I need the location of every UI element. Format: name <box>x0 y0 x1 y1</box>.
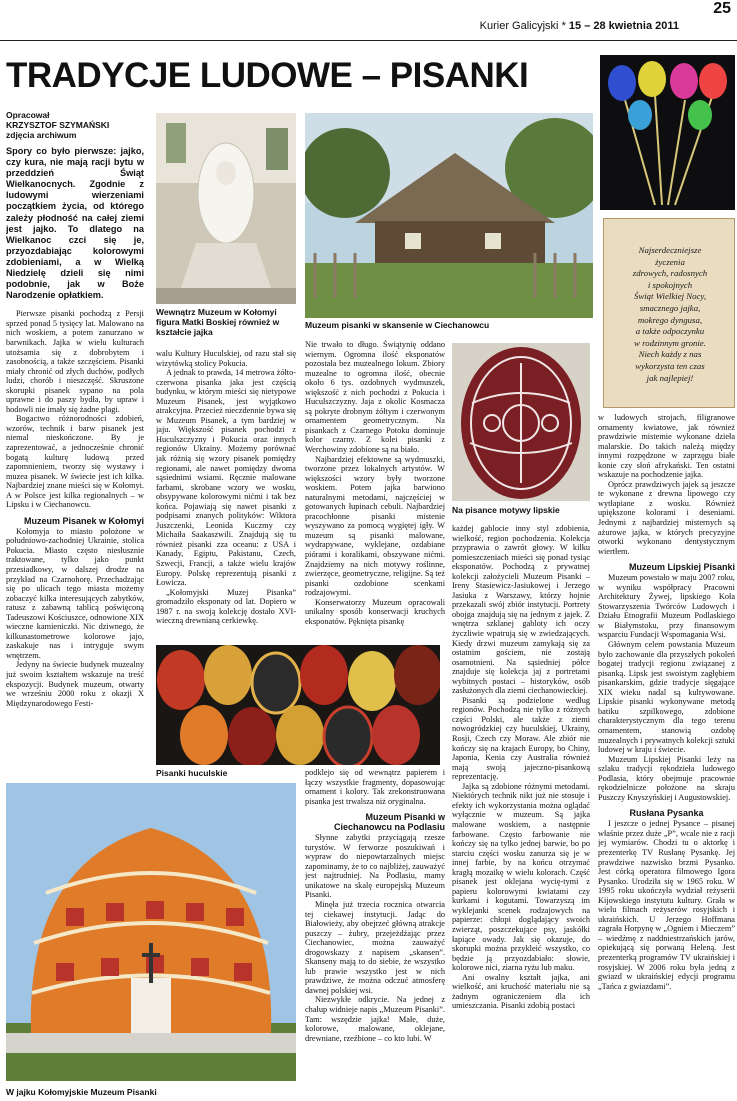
wish-line: Niech każdy z nas <box>638 349 702 360</box>
paragraph: Ani owalny kształt jajka, ani wielkość, ani kruchość materiału nie są żadnym ograniczeniem dla ich umieszczania. Pisanki zdobią postaci <box>452 972 590 1011</box>
paragraph: I jeszcze o jednej Pysance – pisanej właśnie przez duże „P”, wcale nie z racji jej wymiarów. Chodzi tu o aktorkę i prezenterkę TV Rusłanę Pysankę. Jej prawdziwe nazwisko brzmi Pysanko. Jest córką operatora filmowego Igora Pysanko. Urodziła się w 1965 roku. W 1995 roku ukończyła wydział reżyserii Kijowskiego instytutu kultury. Grała w wielu filmach reżyserów rosyjskich i ukraińskich. U Jerzego Hoffmana zagrała Horpynę w „Ogniem i Mieczem” – wiedźmę z naddniestrzańskich jarów, opiekującą się porwaną Heleną. Jest prezenterką programów TV ukraińskiej i rosyjskiej. W 2006 roku była jedną z gwiazd w ukraińskiej edycji programu „Tańca z gwiazdami”. <box>598 819 735 991</box>
paragraph: Muzeum powstało w maju 2007 roku, w wyniku współpracy Pracowni Architektury Żywej, lipskiego Koła Stowarzyszenia Twórców Ludowych i Działu Etnografii Muzeum Podlaskiego w Białymstoku, przy finansowym wsparciu Fundacji Wspomagania Wsi. <box>598 573 735 640</box>
skansen-photo <box>305 113 593 318</box>
byline-photos: zdjęcia archiwum <box>6 130 77 140</box>
paragraph: Kołomyja to miasto położone w południowo-zachodniej Ukrainie, stolica Pokucia. Miasto często niesłusznie traktowane, tylko jako punkt przesiadkowy, w dalszej drodze na przykład na Czarnohorę. Przechadzając się po ulicach tego miasta możemy zobaczyć kilka interesujących zabytków, ratusz z zabawną tablicą poświęconą Tadeuszowi Kościuszce, odnowione XIX wieczne kamieniczki. Nic dziwnego, że kilkunastometrowe kolorowe jajo, zaskakuje nas i intryguje swym wnętrzem. <box>6 526 144 660</box>
byline-label: Opracował <box>6 110 50 120</box>
paragraph: Bogactwo różnorodności zdobień, wzorów, technik i barw pisanek jest niemal nieskończone. By je zaprezentować, a jednocześnie chronić bogatą kulturę ludową przed zapomnieniem, tworzy się wystawy i muzea pisanek. W świecie jest ich kilka. Najbardziej znane mieści się w Kołomyi. A w Polsce jest kilka regionalnych – w Lipsku i w Ciechanowcu. <box>6 414 144 510</box>
paragraph: Oprócz prawdziwych jajek są jeszcze te wykonane z drewna lipowego czy wytłapiane z wosku. Również upiększone kolorami i deseniami. Jednymi z najbardziej misternych są ażurowe jajka, w których precyzyjne otworki wykonano dentystycznym wiertłem. <box>598 479 735 556</box>
paragraph: Słynne zabytki przyciągają rzesze turystów. W ferworze poszukiwań i wypraw do niepowtarzalnych miejsc zapominamy, że to co najbliżej, zauważyć jest najtrudniej. Na Podlasiu, mamy unikatowe na skalę europejską Muzeum Pisanki. <box>305 833 445 900</box>
easter-eggs-photo <box>600 55 735 210</box>
column-1 <box>6 110 144 780</box>
paragraph: Muzeum Lipskiej Pisanki leży na szlaku tradycji rękodzieła ludowego Podlasia, który obejmuje pracownie rękodzielnicze położone na skraju Puszczy Knyszyńskiej i Augustowskiej. <box>598 754 735 802</box>
section-heading: Muzeum Pisanek w Kołomyi <box>23 515 144 526</box>
publication-name: Kurier Galicyjski <box>479 20 559 32</box>
wish-line: w rodzinnym gronie. <box>634 337 706 348</box>
column-3-top <box>305 340 445 640</box>
hutsul-eggs-image <box>156 645 440 765</box>
wish-line: życzenia <box>655 256 685 267</box>
page-number: 25 <box>713 0 731 17</box>
skansen-image <box>305 113 593 318</box>
column-2 <box>156 349 296 640</box>
paragraph: Nie trwało to długo. Świątynię oddano wiernym. Ogromna ilość eksponatów pozostała bez muzealnego lokum. Zbiory muzealne to ogromna ilość, obecnie około 6 tys. ozdobnych wydmuszek, większość z nich pochodzi z Pokucia i Huculszczyzny. Jaja z okolic Kosmacza są pokryte drobnym żółtym i czerwonym ornamentem geometrycznym. Na pisankach z Czarnego Potoku dominuje kolor czarny. Z kolei pisanki z Werchowiny zdobione są na biało. <box>305 340 445 455</box>
paragraph: Jedyny na świecie budynek muzealny już swoim kształtem wskazuje na treść ekspozycji. Budynek muzeum, otwarty we wrześniu 2000 roku z okazji X Międzynarodowego Festi- <box>6 660 144 708</box>
paragraph: każdej gablocie inny styl zdobienia, wielkość, region pochodzenia. Kolekcja przyprawia o zawrót głowy. W kilku pomieszczeniach mieści się ponad tysiąc eksponatów. Pochodzą z prywatnej kolekcji założycieli Muzeum Pisanki – Ireny Stasiewicz-Jasiukowej i Jerzego Jasiuka z Warszawy, którzy hojnie przekazali swój zbiór instytucji. Portrety obojga znajdują się na jednym z jajek. Z wnętrza szklanej gabloty ich oczy życzliwie wpatrują się w zwiedzających. Kiedy drzwi muzeum zamykają się za ostatnim gościem, nie zostają osamotnieni. Na sąsiedniej półce znajduje się kolekcja jaj z portretami wybitnych postaci – historyków, osób zasłużonych dla ziemi ciechanowieckiej. <box>452 524 590 696</box>
paragraph: podklejo się od wewnątrz papierem i łączy wszystkie fragmenty, dopasowując ornament i kolory. Tak zrekonstruowana pisanka jest trwalsza niż oryginalna. <box>305 768 445 806</box>
section-heading: Rusłana Pysanka <box>629 808 704 819</box>
wishes-text <box>618 245 722 384</box>
paragraph: Pierwsze pisanki pochodzą z Persji sprzed ponad 5 tysięcy lat. Malowano na nich woskiem, a potem zanurzano w barwnikach. Jajka w wielu kulturach utożsamia się z dobrobytem i zasobnością, a także szczęściem. Pisanki miały chronić od złych duchów, podłych ludzi, chorób i nieszczęść. Skruszone skorupki pisanek sypano na pola uprawne i do paszy bydła, by upraw i hodowli nie imały się żadne plagi. <box>6 309 144 414</box>
paragraph: Minęła już trzecia rocznica otwarcia tej ciekawej instytucji. Jadąc do Białowieży, aby obejrzeć główną atrakcje puszczy – żubry, przejeżdżając przez Ciechanowiec, można zauważyć drogowskazy z napisem „skansen”. Skanseny mają to do siebie, że wszystko lub prawie wszystko jest w nich prawdziwe, że można odczuć atmosferę dawnej polskiej wsi. <box>305 900 445 995</box>
column-4 <box>452 524 590 1094</box>
madonna-photo <box>156 113 296 304</box>
column-3-bottom <box>305 768 445 1095</box>
wish-line: smacznego jajka, <box>639 302 701 313</box>
section-heading: Muzeum Lipskiej Pisanki <box>628 562 735 573</box>
easter-wishes-box <box>603 218 735 408</box>
kolomyja-museum-photo <box>6 783 296 1081</box>
header-publication <box>480 20 679 32</box>
paragraph: Jajka są zdobione różnymi metodami. Niektórych technik nikt już nie stosuje i efekty ich wykorzystania można oglądać wyłącznie w muzeum. Są jajka malowane woskiem, a następnie farbowane. Często farbowanie nie kończy się na tylko jednej barwie, bo po starciu części wosku zanurza się je w innej farbie, by na końcu otrzymać kragłą mozaikę w wielu kolorach. Część pisanek jest oklejana wycię-tymi z papieru kolorowymi kwiatami czy kurkami i kogutami. Towarzyszą im wyklejanki scenek rodzajowych na papierze: chłopi doglądający swoich zwierząt, poszczekujące psy, jaskółki łapiące owady. Jak się okazuje, do skorupki można przykleić wszystko, co będzie ją przyozdabiało: słowie, kolorowe nici, ziarna ryżu lub maku. <box>452 781 590 973</box>
hutsul-eggs-photo <box>156 645 440 765</box>
caption-skansen: Muzeum pisanki w skansenie w Ciechanowcu <box>305 320 490 330</box>
byline-author: KRZYSZTOF SZYMAŃSKI <box>6 120 110 130</box>
eggs-on-stems-image <box>600 55 735 210</box>
wish-line: a także odpoczynku <box>635 326 705 337</box>
paragraph: Pisanki są podzielone według regionów. Pochodzą nie tylko z różnych części Polski, ale także z ziemi nowogródzkiej czy huculskiej, Ukrainy, Rosji, Czech czy Moraw. Ale zbiór nie kończy się na krajach Europy, bo Chiny, Japonia, Kenia czy Australia również mają swoją jajeczno-pisankową reprezentację. <box>452 695 590 782</box>
paragraph: Niezwykłe odkrycie. Na jednej z chałup widnieje napis „Muzeum Pisanki”. Tam: wszędzie jajka! Małe, duże, kolorowe, malowane, oklejane, drewniane, rzeźbione – co kto lubi. W <box>305 995 445 1043</box>
article-lead: Spory co było pierwsze: jajko, czy kura, nie mają racji bytu w przeddzień Świąt Wielkanocnych. Zgodnie z ludowymi wierzeniami początkiem życia, od którego zależy płodność na całej ziemi jest jajko. To dlatego na Wielkanoc czci się je, przyozdabiając kolorowymi zdobieniami, a w Wielką Niedzielę dzieli się nimi podobnie, jak w Boże Narodzenie opłatkiem. <box>6 146 144 301</box>
madonna-statue-image <box>156 113 296 304</box>
wish-line: wykorzysta ten czas <box>635 360 705 371</box>
wish-line: i spokojnych <box>647 279 693 290</box>
paragraph: walu Kultury Huculskiej, od razu stał się wizytówką stolicy Pokucia. <box>156 349 296 368</box>
paragraph: Konserwatorzy Muzeum opracowali unikalny sposób konserwacji kruchych eksponatów. Pęknięta pisankę <box>305 597 445 626</box>
lipsk-egg-image <box>452 343 590 501</box>
caption-lipsk: Na pisance motywy lipskie <box>452 505 560 515</box>
caption-hutsul: Pisanki huculskie <box>156 768 228 778</box>
section-heading: Muzeum Pisanki w Ciechanowcu na Podlasiu <box>333 812 445 833</box>
giant-egg-building-image <box>6 783 296 1081</box>
wish-line: mokrego dyngusa, <box>637 314 703 325</box>
header-separator: * <box>561 20 566 32</box>
wish-line: jak najlepiej! <box>646 372 694 383</box>
paragraph: A jednak to prawda, 14 metrowa żółto-czerwona pisanka jaka jest częścią budynku, w którym mieści się nietypowe Muzeum Pisanek, jest wyjątkowo atrakcyjna. Przecież nieczdennie bywa się w Muzeum Pisanek, a tym bardziej w jaju. Większość pisanek pochodzi z Huculszczyzny i Pokucia oraz innych regionów Ukrainy. Możemy porównać jak różnią się wzory pisanek pomiędzy regionami, ale nawet pomiędzy dwoma sąsiednimi wsiami. Ręcznie malowane farbami, skrobane wzory we wosku, obsypywane kolorowymi nićmi i tak bez końca. Pojawiają się nawet pisanki z podpisami znanych polityków: Wiktora Juszczenki, Leonida Kuczmy czy Michaiła Saakaszwili. Znajdują się tu również pisanki zza oceanu: z USA i Kanady, Egiptu, Pakistanu, Czech, Szwecji, Francji, a także wielu krajów Europy. Polskę reprezentują pisanki z Łowicza. <box>156 368 296 588</box>
wish-line: Najserdeczniejsze <box>638 245 702 255</box>
caption-kolomyja: W jajku Kołomyjskie Muzeum Pisanki <box>6 1087 157 1097</box>
paragraph: Głównym celem powstania Muzeum było zachowanie dla przyszłych pokoleń bogatej tradycji regionu związanej z pisanką. Lipsk jest swoistym zagłębiem pisankarskim, gdzie tradycje sięgające XIX wieku nadal są kultywowane. Lipskie pisanki wykonywane metodą batiku szpilkowego, zdobione charakterystycznym dla tego terenu ornamentem, stanowią ozdobę muzealnych i prywatnych kolekcji sztuki ludowej w kraju i świecie. <box>598 640 735 755</box>
wish-line: zdrowych, radosnych <box>632 268 708 279</box>
paragraph: „Kołomyjski Muzej Pisanka” gromadziło eksponaty od lat. Dopiero w 1987 r. na swoją kolekcję dostało XVI-wieczną drewnianą cerkiewkę. <box>156 587 296 626</box>
caption-madonna: Wewnątrz Muzeum w Kołomyi figura Matki Boskiej również w kształcie jajka <box>156 307 280 337</box>
lipsk-egg-photo <box>452 343 590 501</box>
wish-line: Świąt Wielkiej Nocy, <box>633 291 707 302</box>
paragraph: Najbardziej efektowne są wydmuszki, tworzone przez lokalnych artystów. W większości wzory były tworzone woskiem. Potem jajka barwiono naturalnymi metodami, najczęściej w gotowanych łupinach cebuli. Najbardziej pracochłonne pisanki mistenie wyszywano za pomocą wygiętej igły. W muzeum są pisanki malowane, wydrapywane, wyklejane, ozdabiane piórami i koralikami, obszywane nićmi. Znajdziemy na nich motywy roślinne, zwierzęce, geometryczne, religijne. Są też pisanki ozdobione scenkami rodzajowymi. <box>305 454 445 598</box>
issue-dates: 15 – 28 kwietnia 2011 <box>568 20 679 32</box>
column-5 <box>598 413 735 1095</box>
paragraph: w ludowych strojach, filigranowe ornamenty kwiatowe, jak również prawdziwie mistemie wykonane dzieła malarskie. Do takich należą między innymi rozpędzone w zaprzęgu białe konie czy słoń afrykański. Ten ostatni wskazuje na pochodzenie jajka. <box>598 413 735 480</box>
article-title: TRADYCJE LUDOWE – PISANKI <box>6 56 529 95</box>
